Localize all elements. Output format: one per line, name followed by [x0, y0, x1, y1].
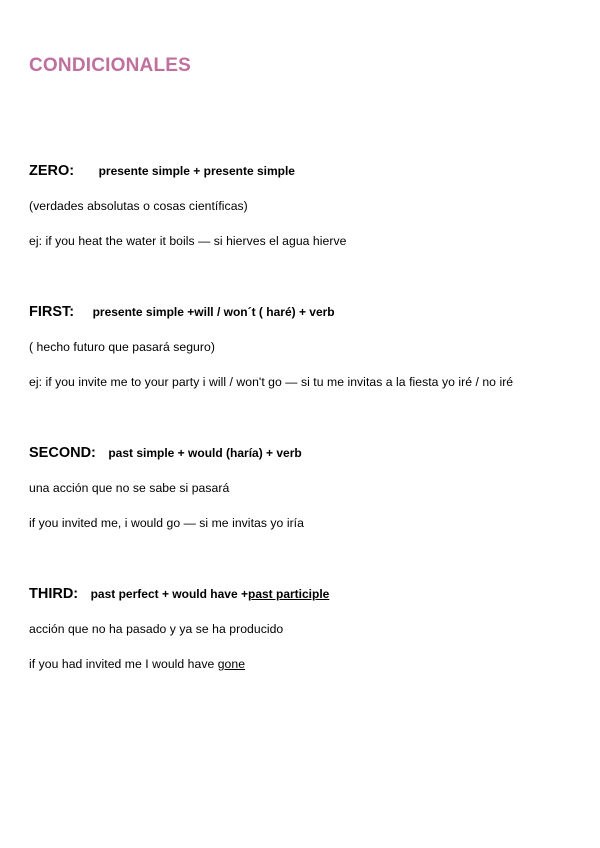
section-example: ej: if you heat the water it boils — si hierves el agua hierve [29, 234, 347, 248]
section-label: ZERO: [29, 163, 75, 179]
document-title: CONDICIONALES [29, 55, 191, 76]
section-description: (verdades absolutas o cosas científicas) [29, 199, 248, 213]
section-formula: presente simple + presente simple [98, 164, 295, 178]
section-third [29, 583, 589, 671]
section-formula [91, 587, 330, 601]
section-heading [29, 583, 589, 605]
section-second [29, 442, 589, 530]
formula-prefix: past perfect + would have + [90, 587, 248, 601]
section-heading [29, 160, 589, 182]
section-label: FIRST: [29, 304, 75, 320]
section-example: ej: if you invite me to your party i will / won't go — si tu me invitas a la fiesta yo iré / no iré [29, 375, 514, 389]
section-label: SECOND: [29, 445, 96, 461]
section-description: ( hecho futuro que pasará seguro) [29, 340, 215, 354]
section-example [29, 657, 245, 671]
section-description: una acción que no se sabe si pasará [29, 481, 230, 495]
section-description: acción que no ha pasado y ya se ha producido [29, 622, 284, 636]
section-label: THIRD: [29, 586, 79, 602]
section-heading [29, 301, 589, 323]
section-formula: past simple + would (haría) + verb [108, 446, 302, 460]
section-heading [29, 442, 589, 464]
example-prefix: if you had invited me I would have [29, 657, 218, 671]
example-underlined: gone [217, 657, 246, 671]
section-example: if you invited me, i would go — si me invitas yo iría [29, 516, 304, 530]
formula-underlined: past participle [247, 587, 330, 601]
section-first [29, 301, 589, 389]
section-zero [29, 160, 589, 248]
section-formula: presente simple +will / won´t ( haré) + verb [92, 305, 335, 319]
